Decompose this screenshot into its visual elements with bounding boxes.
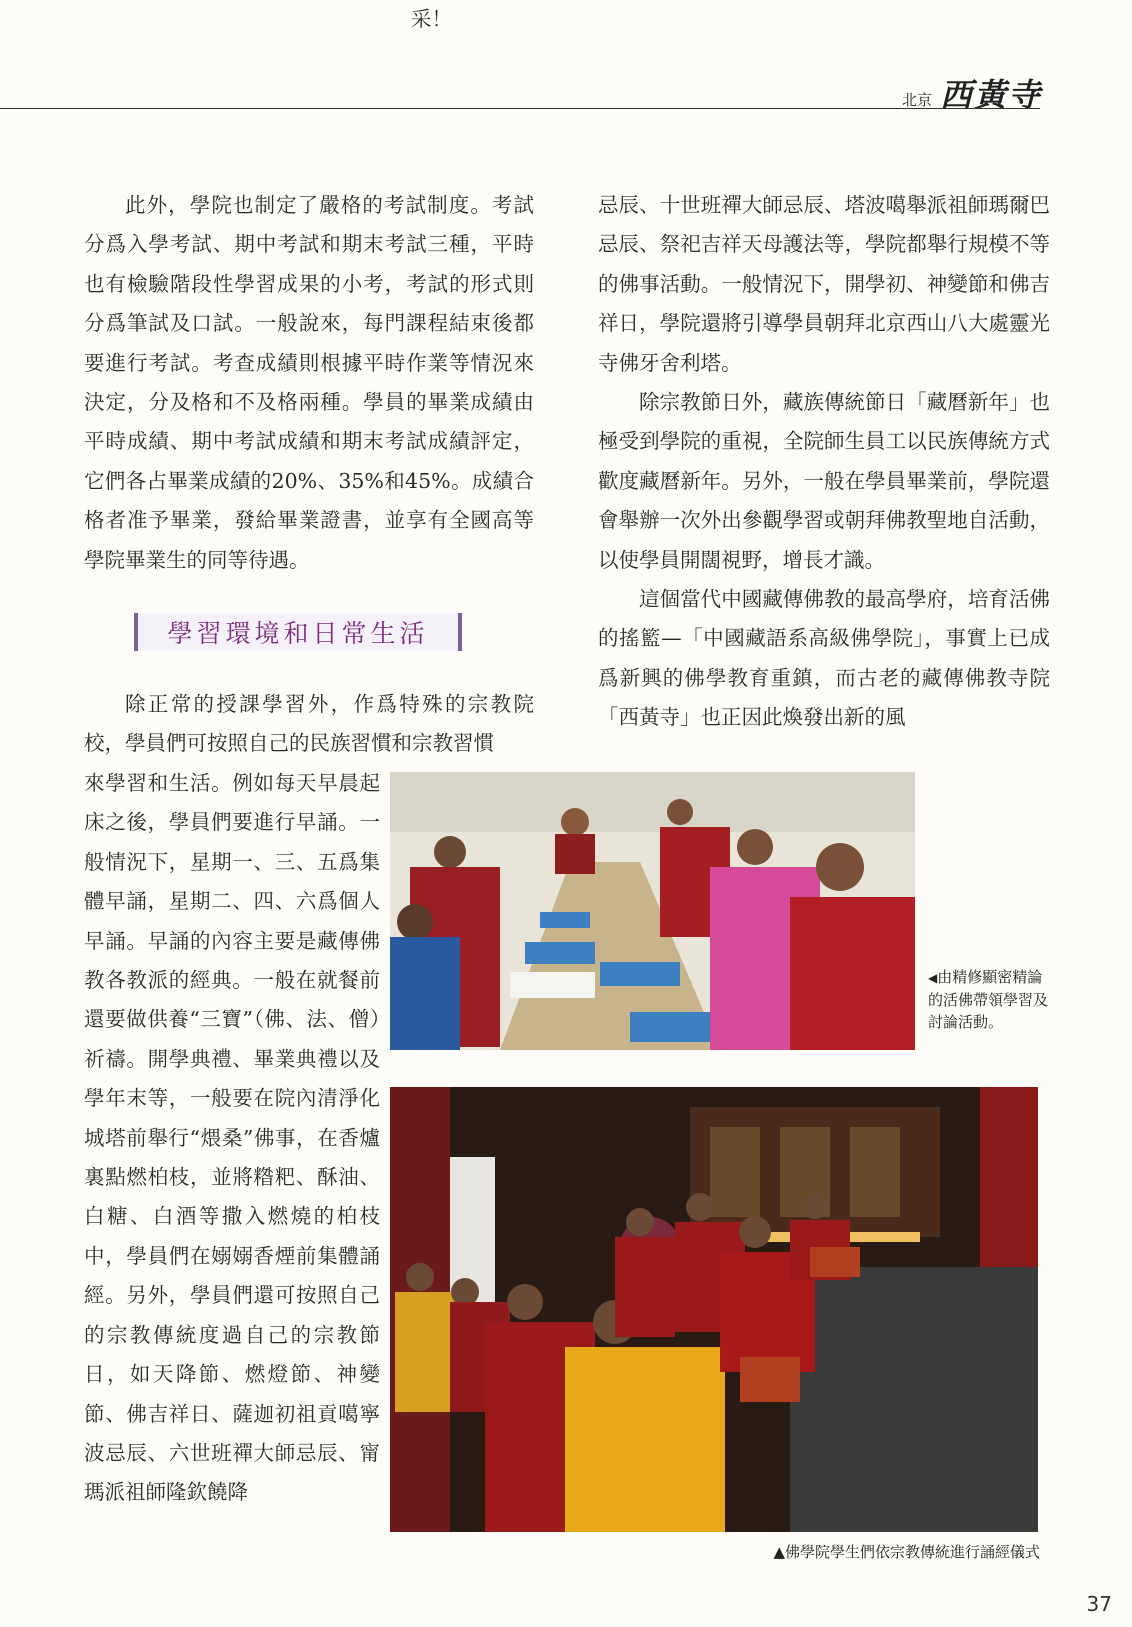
left-column-bottom	[84, 685, 534, 764]
caption-1-text: 由精修顯密精論的活佛帶領學習及討論活動。	[928, 968, 1049, 1031]
left-column-top	[84, 186, 534, 580]
right-column	[598, 186, 1050, 738]
caption-arrow-up-icon: ▲	[773, 1543, 785, 1561]
photo-study-discussion	[390, 772, 915, 1050]
caption-2-text: 佛學院學生們依宗教傳統進行誦經儀式	[784, 1543, 1040, 1561]
photo-chanting-ceremony	[390, 1087, 1038, 1532]
exam-paragraph: 此外，學院也制定了嚴格的考試制度。考試分爲入學考試、期中考試和期末考試三種，平時也有檢驗階段性學習成果的小考，考試的形式則分爲筆試及口試。一般說來，每門課程結束後都要進行考試。考查成績則根據平時作業等情況來決定，分及格和不及格兩種。學員的畢業成績由平時成績、期中考試成績和期末考試成績評定，它們各占畢業成績的20%、35%和45%。成績合格者准予畢業，發給畢業證書，並享有全國高等學院畢業生的同等待遇。	[84, 193, 534, 572]
caption-chanting-ceremony	[773, 1541, 1040, 1562]
caption-arrow-left-icon: ◀	[928, 971, 938, 985]
section-heading: 學習環境和日常生活	[167, 619, 429, 648]
header-city: 北京	[901, 91, 932, 109]
daily-life-paragraph-start: 除正常的授課學習外，作爲特殊的宗教院校，學員們可按照自己的民族習慣和宗教習慣	[84, 692, 534, 756]
section-heading-box	[134, 613, 462, 651]
left-column-narrow	[84, 764, 380, 1513]
header-temple-logo: 西黃寺	[939, 76, 1042, 114]
running-header	[902, 70, 1042, 116]
conclusion-end: 采！	[411, 7, 452, 31]
tibetan-new-year-paragraph: 除宗教節日外，藏族傳統節日「藏曆新年」也極受到學院的重視，全院師生員工以民族傳統方式歡度藏曆新年。另外，一般在學員畢業前，學院還會舉辦一次外出參觀學習或朝拜佛教聖地自活動，以使學員開闊視野，增長才識。	[598, 390, 1050, 572]
page-number: 37	[1086, 1592, 1112, 1616]
header-rule	[0, 108, 1040, 109]
conclusion-paragraph: 這個當代中國藏傳佛教的最高學府，培育活佛的搖籃—「中國藏語系高級佛學院」，事實上已成爲新興的佛學教育重鎮，而古老的藏傳佛教寺院「西黃寺」也正因此煥發出新的風	[598, 587, 1050, 730]
festival-paragraph: 忌辰、十世班禪大師忌辰、塔波噶舉派祖師瑪爾巴忌辰、祭祀吉祥天母護法等，學院都舉行規模不等的佛事活動。一般情況下，開學初、神變節和佛吉祥日，學院還將引導學員朝拜北京西山八大處靈光寺佛牙舍利塔。	[598, 193, 1050, 375]
caption-study-discussion	[928, 966, 1048, 1033]
daily-life-paragraph-continued: 來學習和生活。例如每天早晨起床之後，學員們要進行早誦。一般情況下，星期一、三、五爲集體早誦，星期二、四、六爲個人早誦。早誦的內容主要是藏傳佛教各教派的經典。一般在就餐前還要做供養“三寶”（佛、法、僧）祈禱。開學典禮、畢業典禮以及學年末等，一般要在院內清淨化城塔前舉行“煨桑”佛事，在香爐裏點燃柏枝，並將糌粑、酥油、白糖、白酒等撒入燃燒的柏枝中，學員們在嫋嫋香煙前集體誦經。另外，學員們還可按照自己的宗教傳統度過自己的宗教節日，如天降節、燃燈節、神變節、佛吉祥日、薩迦初祖貢噶寧波忌辰、六世班禪大師忌辰、甯瑪派祖師隆欽饒降	[84, 771, 380, 1505]
